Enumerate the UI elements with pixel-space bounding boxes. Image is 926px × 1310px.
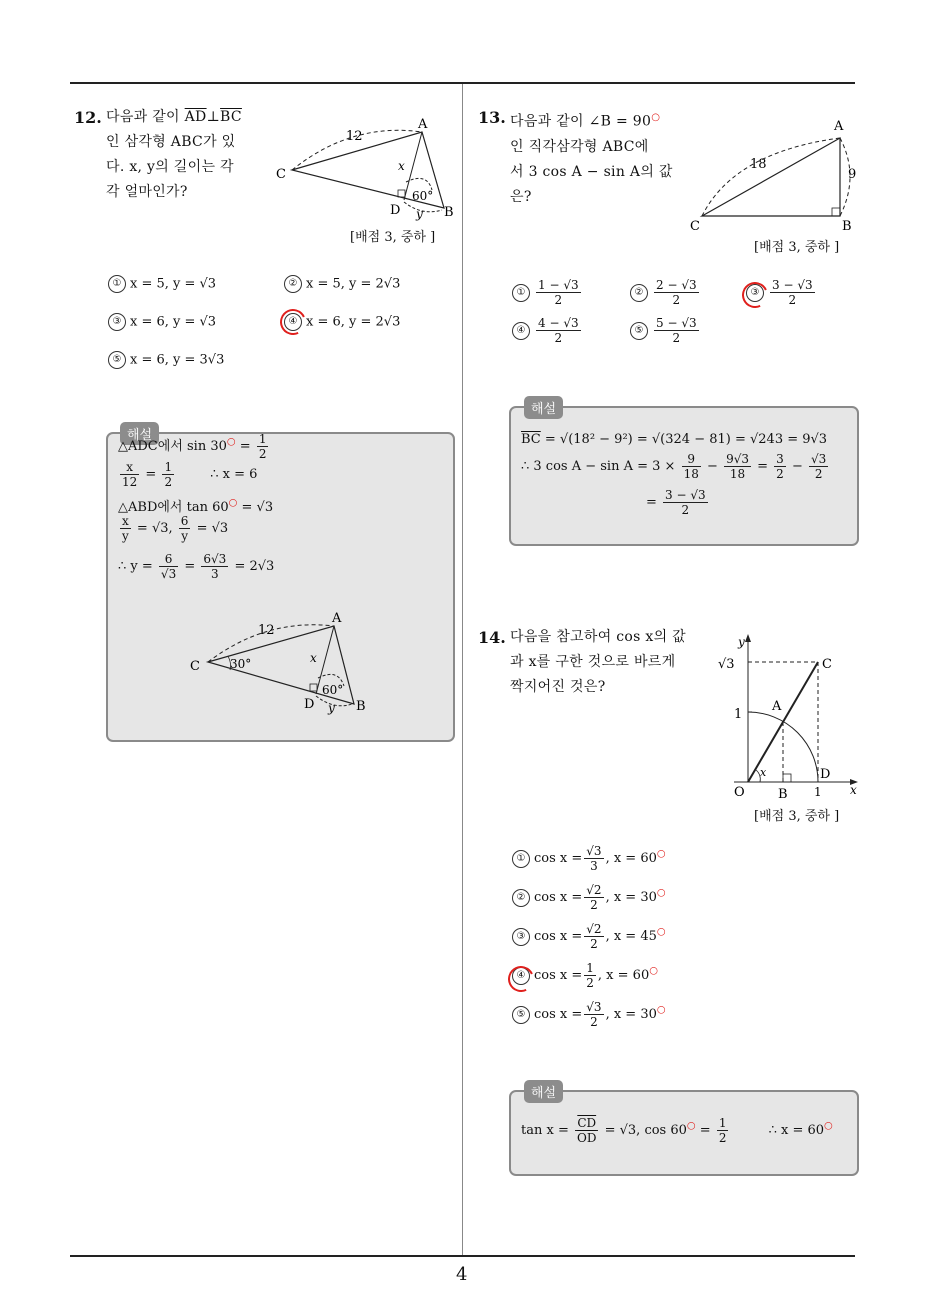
- q12-score: [배점 3, 중하 ]: [350, 230, 436, 245]
- q14-number: 14.: [478, 628, 506, 647]
- svg-text:A: A: [772, 699, 782, 714]
- page-number: 4: [456, 1264, 468, 1285]
- svg-text:60°: 60°: [412, 189, 434, 203]
- q12-choice-3[interactable]: ③ x = 6, y = √3: [108, 313, 216, 331]
- q12-sol-line5: ∴ y = $\frac{6}{√3}$ = $\frac{6√3}{3}$ = 2√3: [118, 552, 275, 581]
- q13-choice-4[interactable]: ④ $\frac{4 - √3}{2}$: [512, 316, 583, 345]
- svg-text:x: x: [310, 651, 317, 665]
- svg-text:60°: 60°: [322, 683, 344, 697]
- q13-sol-line1: $\overline{BC} = √(18^2 - 9^2) = √(324 - 81) = √243 = 9√3$: [521, 432, 828, 447]
- q13-right-triangle-figure: [684, 112, 864, 234]
- q12-triangle-figure: [272, 112, 462, 222]
- svg-text:1: 1: [814, 785, 822, 799]
- svg-text:C: C: [690, 219, 700, 234]
- q13-choice-5[interactable]: ⑤ $\frac{5 - √3}{2}$: [630, 316, 701, 345]
- q12-choice-1[interactable]: ① x = 5, y = √3: [108, 275, 216, 293]
- q12-solution-tag: 해설: [120, 422, 159, 445]
- svg-text:C: C: [276, 167, 286, 182]
- svg-text:D: D: [820, 767, 831, 782]
- svg-text:B: B: [356, 699, 366, 714]
- q13-text: 다음과 같이 ∠B = 90○ 인 직각삼각형 ABC에 서 3 cos A − sin A의 값 은?: [510, 112, 673, 205]
- column-divider: [462, 84, 463, 1256]
- svg-text:A: A: [332, 611, 342, 626]
- q13-number: 13.: [478, 108, 506, 127]
- q14-coordinate-figure: [714, 632, 864, 802]
- svg-text:D: D: [390, 203, 401, 218]
- svg-text:x: x: [760, 766, 767, 779]
- svg-text:A: A: [834, 119, 844, 134]
- q12-sol-line1: △ADC에서 sin 30○ = $\frac{1}{2}$: [118, 432, 267, 461]
- q12-sol-line2: $\frac{x}{12}$ = $\frac{1}{2}$ ∴ x = 6: [122, 460, 258, 489]
- q13-solution-tag: 해설: [524, 396, 563, 419]
- q13-choice-2[interactable]: ② $\frac{2 - √3}{2}$: [630, 278, 701, 307]
- svg-text:y: y: [328, 701, 335, 715]
- svg-text:18: 18: [750, 157, 767, 172]
- q14-sol-line: tan x = $\frac{\overline{CD}}{OD}$ = √3, cos 60○ = $\frac{1}{2}$ ∴ x = 60○: [521, 1116, 833, 1145]
- q14-choice-1[interactable]: ① cos x = $\frac{√3}{3}$ , x = 60○: [512, 844, 666, 873]
- q12-sol-line4: $\frac{x}{y}$ = √3, $\frac{6}{y}$ = √3: [122, 514, 229, 543]
- q14-choice-2[interactable]: ② cos x = $\frac{√2}{2}$ , x = 30○: [512, 883, 666, 912]
- svg-text:x: x: [850, 783, 857, 797]
- q13-choice-3[interactable]: ③ $\frac{3 - √3}{2}$: [746, 278, 817, 307]
- svg-text:y: y: [416, 207, 423, 221]
- q14-score: [배점 3, 중하 ]: [754, 809, 840, 824]
- q14-choice-4[interactable]: ④ cos x = $\frac{1}{2}$ , x = 60○: [512, 961, 658, 990]
- svg-text:12: 12: [346, 129, 363, 144]
- q14-solution-tag: 해설: [524, 1080, 563, 1103]
- q13-sol-line3: = $\frac{3 - √3}{2}$: [646, 488, 706, 517]
- svg-text:√3: √3: [718, 657, 735, 672]
- svg-text:O: O: [734, 785, 745, 800]
- svg-text:30°: 30°: [230, 657, 252, 671]
- svg-text:1: 1: [734, 707, 743, 722]
- svg-text:x: x: [398, 159, 405, 173]
- svg-text:B: B: [842, 219, 852, 234]
- svg-text:B: B: [444, 205, 454, 220]
- q14-choice-3[interactable]: ③ cos x = $\frac{√2}{2}$ , x = 45○: [512, 922, 666, 951]
- svg-text:C: C: [822, 657, 832, 672]
- svg-text:D: D: [304, 697, 315, 712]
- q12-solution-figure: [186, 608, 376, 718]
- q12-answer-mark: [276, 305, 309, 338]
- q12-text: 다음과 같이 $\overline{AD}\perp\overline{BC}$ 인 삼각형 ABC가 있 다. x, y의 길이는 각 각 얼마인가?: [106, 109, 242, 200]
- svg-text:C: C: [190, 659, 200, 674]
- q12-choice-2[interactable]: ② x = 5, y = 2√3: [284, 275, 400, 293]
- q12-choice-4[interactable]: ④ x = 6, y = 2√3: [284, 313, 400, 331]
- q12-number: 12.: [74, 108, 102, 127]
- svg-text:12: 12: [258, 623, 275, 638]
- q13-sol-line2: ∴ 3 cos A − sin A = 3 × $\frac{9}{18}$ − $\frac{9√3}{18}$ = $\frac{3}{2}$ − $\frac{√3}{2}$: [521, 452, 827, 481]
- q12-sol-line3: △ABD에서 tan 60○ = √3: [118, 497, 274, 515]
- svg-text:9: 9: [848, 167, 857, 182]
- svg-text:A: A: [418, 117, 428, 132]
- q14-text: 다음을 참고하여 cos x의 값 과 x를 구한 것으로 바르게 짝지어진 것은?: [510, 629, 686, 695]
- svg-text:B: B: [778, 787, 788, 802]
- q12-choice-5[interactable]: ⑤ x = 6, y = 3√3: [108, 351, 224, 369]
- q13-score: [배점 3, 중하 ]: [754, 240, 840, 255]
- bottom-rule: [70, 1255, 855, 1257]
- q14-choice-5[interactable]: ⑤ cos x = $\frac{√3}{2}$ , x = 30○: [512, 1000, 666, 1029]
- svg-text:y: y: [738, 635, 745, 649]
- q13-choice-1[interactable]: ① $\frac{1 - √3}{2}$: [512, 278, 583, 307]
